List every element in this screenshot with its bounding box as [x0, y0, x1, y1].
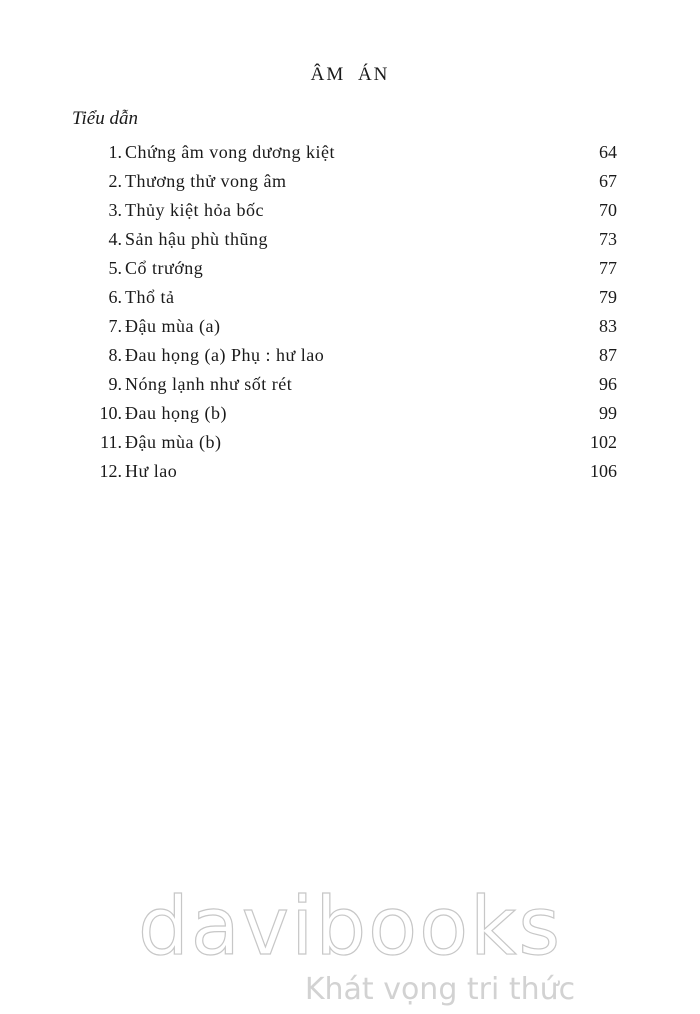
entry-title: Nóng lạnh như sốt rét [125, 374, 293, 394]
entry-page-number: 79 [599, 287, 617, 307]
entry-page-number: 77 [599, 258, 617, 278]
toc-entry-1 [72, 138, 617, 167]
entry-number: 7. [108, 316, 122, 336]
entry-page-number: 87 [599, 345, 617, 365]
table-of-contents [72, 138, 617, 486]
entry-number: 10. [99, 403, 122, 423]
entry-number: 5. [108, 258, 122, 278]
intro-heading: Tiểu dẫn [72, 108, 138, 129]
entry-number: 9. [108, 374, 122, 394]
toc-entry-3 [72, 196, 617, 225]
entry-page-number: 99 [599, 403, 617, 423]
toc-entry-6 [72, 283, 617, 312]
entry-number: 11. [100, 432, 122, 452]
entry-page-number: 83 [599, 316, 617, 336]
entry-title: Đậu mùa (b) [125, 432, 222, 452]
toc-entry-12 [72, 457, 617, 486]
entry-page-number: 70 [599, 200, 617, 220]
watermark-tagline: Khát vọng tri thức [304, 972, 576, 1007]
watermark-brand: davibooks [137, 880, 563, 973]
entry-title: Thủy kiệt hỏa bốc [125, 200, 264, 220]
entry-title: Đau họng (b) [125, 403, 227, 423]
toc-entry-2 [72, 167, 617, 196]
entry-title: Thương thử vong âm [125, 171, 287, 191]
entry-number: 6. [108, 287, 122, 307]
entry-number: 1. [108, 142, 122, 162]
entry-page-number: 64 [599, 142, 617, 162]
entry-page-number: 102 [590, 432, 617, 452]
entry-number: 3. [108, 200, 122, 220]
section-title: ÂM ÁN [310, 64, 390, 85]
entry-number: 8. [108, 345, 122, 365]
entry-number: 12. [99, 461, 122, 481]
entry-title: Hư lao [125, 461, 178, 481]
toc-entry-8 [72, 341, 617, 370]
entry-page-number: 96 [599, 374, 617, 394]
entry-number: 4. [108, 229, 122, 249]
entry-title: Chứng âm vong dương kiệt [125, 142, 336, 162]
entry-page-number: 67 [599, 171, 617, 191]
toc-entry-9 [72, 370, 617, 399]
toc-entry-4 [72, 225, 617, 254]
entry-title: Thổ tả [125, 287, 175, 307]
entry-title: Sản hậu phù thũng [125, 229, 268, 249]
toc-entry-5 [72, 254, 617, 283]
toc-entry-10 [72, 399, 617, 428]
entry-page-number: 73 [599, 229, 617, 249]
entry-title: Đậu mùa (a) [125, 316, 221, 336]
entry-title: Đau họng (a) Phụ : hư lao [125, 345, 325, 365]
toc-entry-7 [72, 312, 617, 341]
entry-title: Cổ trướng [125, 258, 204, 278]
entry-number: 2. [108, 171, 122, 191]
entry-page-number: 106 [590, 461, 617, 481]
toc-entry-11 [72, 428, 617, 457]
